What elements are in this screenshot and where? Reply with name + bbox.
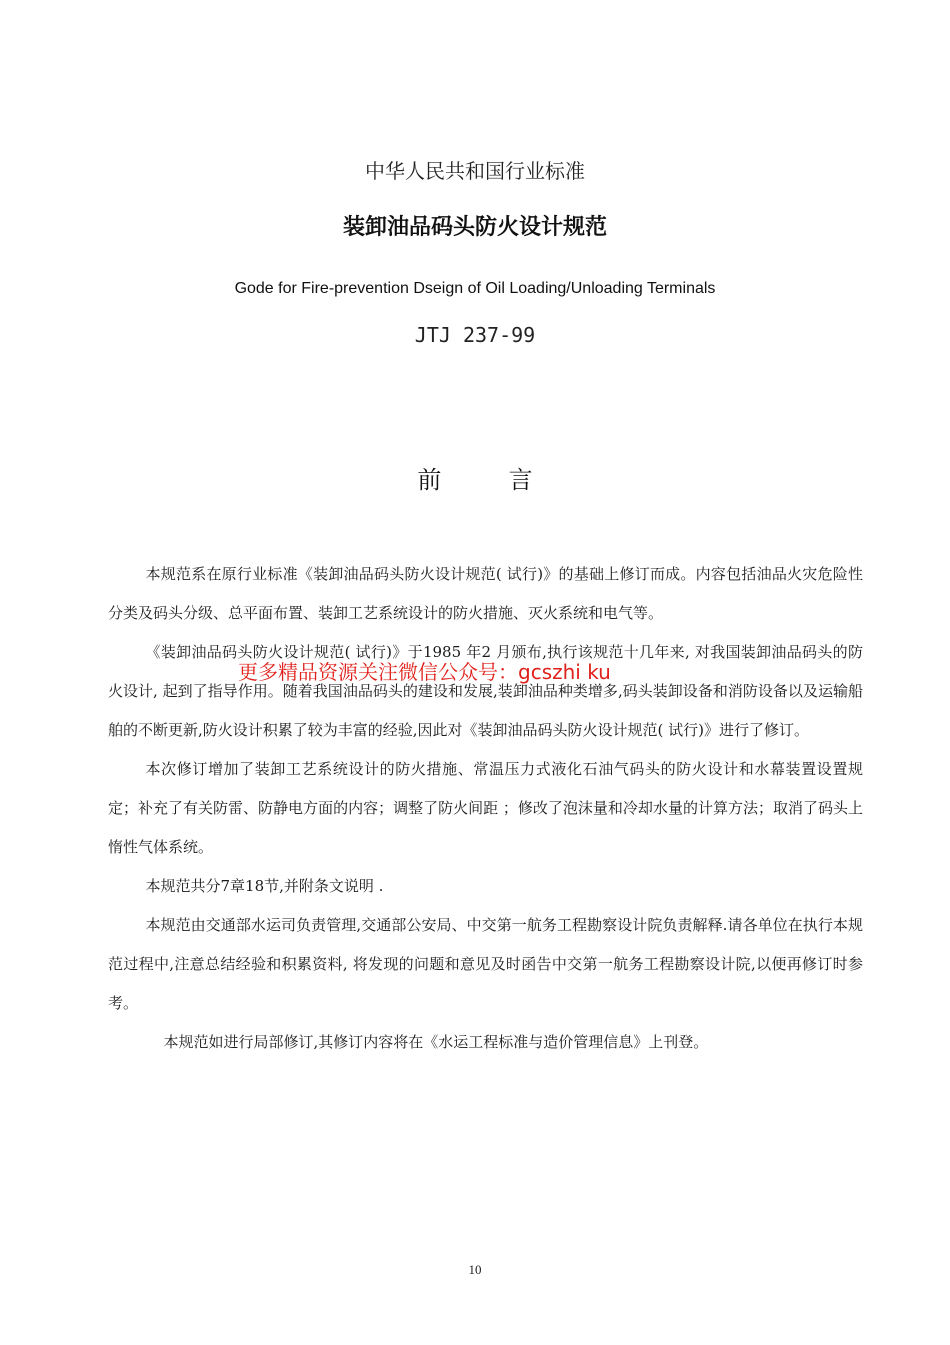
paragraph-2: 《装卸油品码头防火设计规范( 试行)》于1985 年2 月颁布,执行该规范十几年来, 对我国装卸油品码头的防火设计, 起到了指导作用。随着我国油品码头的建设和发展,装卸油品种类增多,码头装卸设备和消防设备以及运输船舶的不断更新,防火设计积累了较为丰富的经验,因此对《装卸油品码头防火设计规范( 试行)》进行了修订。 [108,643,863,739]
paragraph-4: 本规范共分7章18节,并附条文说明 . [145,877,384,895]
paragraph-3: 本次修订增加了装卸工艺系统设计的防火措施、常温压力式液化石油气码头的防火设计和水幕装置设置规定；补充了有关防雷、防静电方面的内容；调整了防火间距 ；修改了泡沫量和冷却水量的计算方法；取消了码头上惰性气体系统。 [108,760,863,856]
standard-code: JTJ 237-99 [414,323,536,347]
document-title-cn: 装卸油品码头防火设计规范 [342,215,607,240]
paragraph-5: 本规范由交通部水运司负责管理,交通部公安局、中交第一航务工程勘察设计院负责解释.请各单位在执行本规范过程中,注意总结经验和积累资料, 将发现的问题和意见及时函告中交第一航务工程勘察设计院,以便再修订时参考。 [108,916,863,1012]
paragraph-1: 本规范系在原行业标准《装卸油品码头防火设计规范( 试行)》的基础上修订而成。内容包括油品火灾危险性分类及码头分级、总平面布置、装卸工艺系统设计的防火措施、灭火系统和电气等。 [108,565,863,622]
document-title-en: Gode for Fire-prevention Dseign of Oil Loading/Unloading Terminals [234,280,716,297]
watermark-text: 更多精品资源关注微信公众号：gcszhi ku [238,660,611,684]
standard-type-line: 中华人民共和国行业标准 [365,159,585,183]
preface-body [108,555,863,1062]
paragraph-6: 本规范如进行局部修订,其修订内容将在《水运工程标准与造价管理信息》上刊登。 [163,1033,709,1051]
page-number: 10 [468,1262,482,1277]
preface-heading: 前言 [417,466,600,494]
